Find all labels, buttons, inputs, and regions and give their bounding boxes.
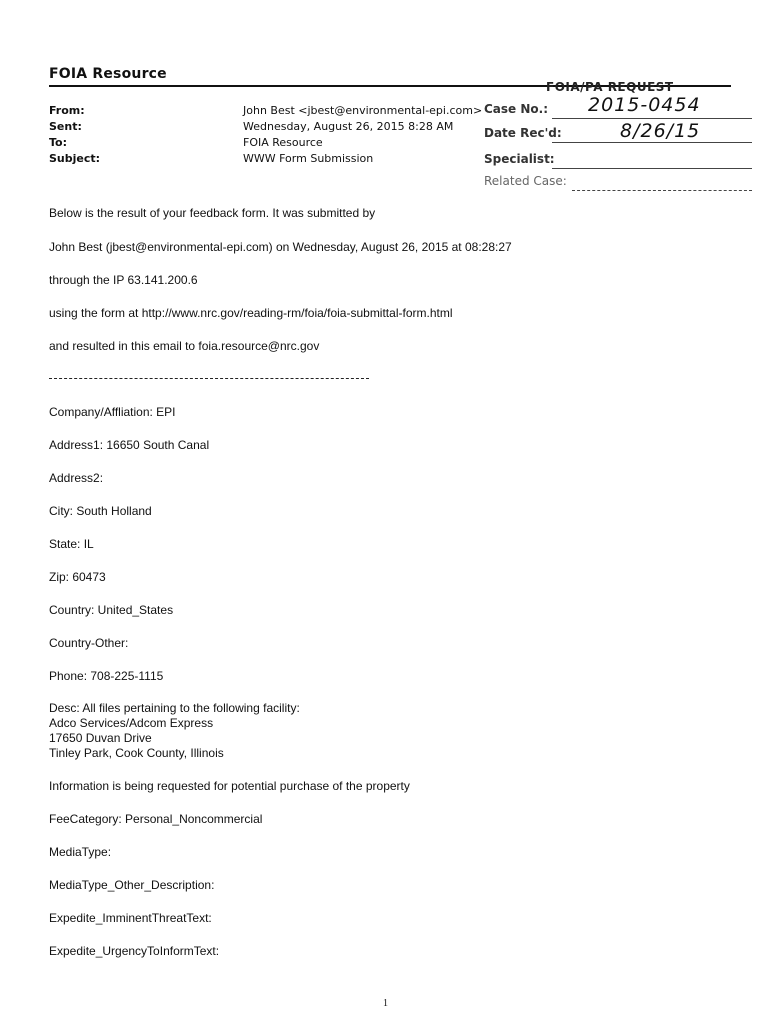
field-address2: Address2: [49,471,104,485]
related-case-line [572,190,752,191]
page-number: 1 [383,998,388,1009]
field-phone: Phone: 708-225-1115 [49,669,164,683]
form-url-line: using the form at http://www.nrc.gov/reading-rm/foia/foia-submittal-form.html [49,306,453,320]
field-desc: Desc: All files pertaining to the following facility: [49,701,300,715]
submitter-line: John Best (jbest@environmental-epi.com) on Wednesday, August 26, 2015 at 08:28:27 [49,240,512,254]
date-received-line [552,142,752,143]
field-city: City: South Holland [49,504,152,518]
from-label: From: [49,104,85,117]
field-address1: Address1: 16650 South Canal [49,438,210,452]
sent-label: Sent: [49,120,82,133]
desc-facility-city: Tinley Park, Cook County, Illinois [49,746,224,760]
to-value: FOIA Resource [243,136,323,149]
specialist-label: Specialist: [484,152,555,166]
specialist-line [552,168,752,169]
desc-facility-street: 17650 Duvan Drive [49,731,152,745]
email-target-line: and resulted in this email to foia.resource@nrc.gov [49,339,320,353]
to-label: To: [49,136,67,149]
field-state: State: IL [49,537,94,551]
foia-stamp [480,80,760,202]
subject-value: WWW Form Submission [243,152,374,165]
date-received-label: Date Rec'd: [484,126,562,140]
case-number-label: Case No.: [484,102,549,116]
related-case-label: Related Case: [484,174,567,188]
field-country: Country: United_States [49,603,174,617]
case-number-value: 2015-0454 [588,94,701,116]
sent-value: Wednesday, August 26, 2015 8:28 AM [243,120,454,133]
field-fee-category: FeeCategory: Personal_Noncommercial [49,812,263,826]
stamp-heading: FOIA/PA REQUEST [546,80,674,94]
subject-label: Subject: [49,152,101,165]
field-zip: Zip: 60473 [49,570,106,584]
field-country-other: Country-Other: [49,636,129,650]
separator-line [49,378,369,379]
field-media-type: MediaType: [49,845,112,859]
field-expedite-threat: Expedite_ImminentThreatText: [49,911,212,925]
purpose-line: Information is being requested for potential purchase of the property [49,779,410,793]
document-title: FOIA Resource [49,66,167,82]
desc-facility-name: Adco Services/Adcom Express [49,716,214,730]
intro-line: Below is the result of your feedback form. It was submitted by [49,206,376,220]
field-company: Company/Affliation: EPI [49,405,176,419]
field-expedite-urgency: Expedite_UrgencyToInformText: [49,944,220,958]
ip-line: through the IP 63.141.200.6 [49,273,198,287]
from-value: John Best <jbest@environmental-epi.com> [243,104,483,117]
field-media-type-other: MediaType_Other_Description: [49,878,215,892]
date-received-value: 8/26/15 [620,120,701,142]
case-number-line [552,118,752,119]
